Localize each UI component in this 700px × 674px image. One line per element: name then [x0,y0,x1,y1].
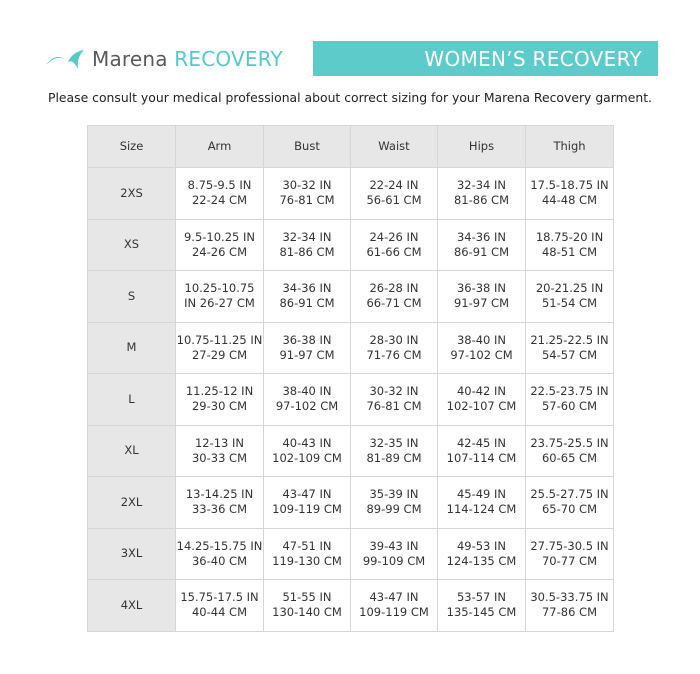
measurement-primary: 47-51 IN [282,538,332,553]
measurement-cell-thigh [526,374,614,426]
measurement-cell-hips [438,271,526,323]
measurement-secondary: 102-109 CM [272,450,342,465]
header-hips: Hips [438,126,526,168]
table-row [88,374,614,426]
measurement-primary: 32-35 IN [369,435,419,450]
measurement-cell-arm [176,477,264,529]
measurement-cell-arm [176,374,264,426]
measurement-primary: 23.75-25.5 IN [530,435,609,450]
category-banner [313,41,658,76]
measurement-primary: 36-38 IN [456,281,507,296]
table-row [88,528,614,580]
measurement-primary: 49-53 IN [456,538,507,553]
table-row [88,271,614,323]
measurement-cell-hips [438,219,526,271]
measurement-primary: 24-26 IN [369,229,419,244]
measurement-primary: 32-34 IN [456,178,507,193]
measurement-secondary: 124-135 CM [446,553,517,568]
table-row [88,168,614,220]
measurement-secondary: 86-91 CM [453,244,510,259]
measurement-primary: 51-55 IN [282,590,332,605]
size-chart-table [87,125,614,632]
measurement-cell-thigh [526,528,614,580]
measurement-cell-bust [264,580,351,632]
measurement-cell-hips [438,168,526,220]
measurement-cell-waist [351,528,438,580]
size-label: XS [88,219,176,271]
measurement-cell-thigh [526,425,614,477]
measurement-primary: 30-32 IN [282,178,332,193]
measurement-secondary: 109-119 CM [359,605,429,620]
header-arm: Arm [176,126,264,168]
measurement-cell-waist [351,580,438,632]
measurement-secondary: 40-44 CM [191,605,248,620]
measurement-primary: 28-30 IN [369,332,419,347]
measurement-primary: 45-49 IN [456,487,507,502]
measurement-secondary: 89-99 CM [366,502,422,517]
table-row [88,477,614,529]
measurement-secondary: 22-24 CM [191,193,248,208]
measurement-secondary: 130-140 CM [272,605,342,620]
measurement-cell-thigh [526,271,614,323]
measurement-cell-arm [176,322,264,374]
measurement-cell-bust [264,425,351,477]
table-row [88,322,614,374]
measurement-cell-bust [264,168,351,220]
measurement-secondary: 81-86 CM [279,244,335,259]
measurement-secondary: 86-91 CM [279,296,335,311]
measurement-cell-thigh [526,322,614,374]
measurement-primary: 38-40 IN [282,384,332,399]
measurement-secondary: 135-145 CM [446,605,517,620]
measurement-secondary: 29-30 CM [191,399,248,414]
measurement-primary: 42-45 IN [456,435,507,450]
measurement-secondary: 60-65 CM [541,450,598,465]
measurement-secondary: 65-70 CM [541,502,598,517]
size-label: 2XS [88,168,176,220]
measurement-secondary: 76-81 CM [366,399,422,414]
measurement-primary: 39-43 IN [369,538,419,553]
measurement-secondary: 81-89 CM [366,450,422,465]
measurement-cell-bust [264,271,351,323]
measurement-cell-waist [351,219,438,271]
measurement-cell-thigh [526,219,614,271]
brand-logo [44,44,283,74]
measurement-primary: 15.75-17.5 IN [180,590,259,605]
measurement-primary: 8.75-9.5 IN [187,178,252,193]
measurement-primary: 13-14.25 IN [185,487,254,502]
measurement-secondary: 56-61 CM [366,193,422,208]
measurement-secondary: 24-26 CM [191,244,248,259]
measurement-cell-arm [176,425,264,477]
measurement-secondary: 66-71 CM [366,296,422,311]
measurement-cell-arm [176,168,264,220]
measurement-primary: 43-47 IN [282,487,332,502]
measurement-cell-waist [351,271,438,323]
measurement-primary: 35-39 IN [369,487,419,502]
measurement-secondary: 71-76 CM [366,347,422,362]
measurement-primary: 30.5-33.75 IN [530,590,609,605]
measurement-secondary: 48-51 CM [541,244,598,259]
measurement-cell-bust [264,477,351,529]
measurement-cell-hips [438,580,526,632]
measurement-primary: 34-36 IN [456,229,507,244]
measurement-cell-arm [176,528,264,580]
measurement-secondary: 114-124 CM [446,502,517,517]
measurement-secondary: 107-114 CM [446,450,517,465]
measurement-primary: 53-57 IN [456,590,507,605]
brand-name: Marena [92,47,168,71]
size-label: 3XL [88,528,176,580]
marena-wave-icon [44,45,86,73]
header-size: Size [88,126,176,168]
measurement-secondary: 61-66 CM [366,244,422,259]
measurement-primary: 32-34 IN [282,229,332,244]
size-label: 4XL [88,580,176,632]
measurement-primary: 21.25-22.5 IN [530,332,609,347]
size-label: 2XL [88,477,176,529]
measurement-secondary: 76-81 CM [279,193,335,208]
table-row [88,219,614,271]
measurement-primary: 36-38 IN [282,332,332,347]
measurement-primary: 40-42 IN [456,384,507,399]
measurement-secondary: 36-40 CM [191,553,248,568]
measurement-secondary: 99-109 CM [362,553,426,568]
measurement-secondary: 51-54 CM [541,296,598,311]
measurement-cell-hips [438,425,526,477]
measurement-cell-arm [176,580,264,632]
measurement-primary: 20-21.25 IN [535,281,604,296]
measurement-secondary: 102-107 CM [446,399,517,414]
measurement-cell-arm [176,271,264,323]
measurement-cell-arm [176,219,264,271]
measurement-cell-hips [438,374,526,426]
measurement-secondary: 81-86 CM [453,193,510,208]
measurement-secondary: 77-86 CM [541,605,598,620]
measurement-primary: 14.25-15.75 IN [176,538,263,553]
measurement-secondary: 30-33 CM [191,450,248,465]
table-row [88,580,614,632]
table-row [88,425,614,477]
measurement-secondary: 70-77 CM [541,553,598,568]
size-label: M [88,322,176,374]
measurement-secondary: 97-102 CM [275,399,339,414]
measurement-cell-hips [438,322,526,374]
measurement-primary: 38-40 IN [456,332,507,347]
measurement-secondary: 44-48 CM [541,193,598,208]
measurement-secondary: 119-130 CM [272,553,342,568]
size-label: XL [88,425,176,477]
measurement-primary: 40-43 IN [282,435,332,450]
measurement-secondary: 97-102 CM [450,347,513,362]
brand-wordmark [92,47,283,71]
header-bust: Bust [264,126,351,168]
measurement-primary: 34-36 IN [282,281,332,296]
brand-accent: RECOVERY [174,47,283,71]
measurement-secondary: 33-36 CM [191,502,248,517]
measurement-primary: 27.75-30.5 IN [530,538,609,553]
measurement-primary: 25.5-27.75 IN [530,487,609,502]
size-label: S [88,271,176,323]
measurement-cell-bust [264,374,351,426]
sizing-note: Please consult your medical professional about correct sizing for your Marena Recovery garment. [47,90,652,105]
measurement-cell-hips [438,528,526,580]
measurement-cell-thigh [526,168,614,220]
measurement-cell-waist [351,374,438,426]
measurement-secondary: 91-97 CM [279,347,335,362]
measurement-primary: 12-13 IN [194,435,245,450]
measurement-cell-bust [264,528,351,580]
measurement-primary: 22-24 IN [369,178,419,193]
measurement-cell-waist [351,477,438,529]
measurement-secondary: 91-97 CM [453,296,510,311]
measurement-cell-bust [264,219,351,271]
measurement-cell-waist [351,425,438,477]
table-body [88,168,614,632]
measurement-cell-hips [438,477,526,529]
measurement-primary: 10.25-10.75 [184,281,255,296]
measurement-primary: 9.5-10.25 IN [183,229,255,244]
measurement-secondary: 109-119 CM [272,502,342,517]
table-header-row [88,126,614,168]
measurement-primary: 26-28 IN [369,281,419,296]
measurement-primary: 30-32 IN [369,384,419,399]
measurement-primary: 17.5-18.75 IN [530,178,609,193]
measurement-cell-thigh [526,580,614,632]
measurement-primary: 10.75-11.25 IN [176,332,263,347]
measurement-primary: 11.25-12 IN [185,384,254,399]
measurement-cell-thigh [526,477,614,529]
header-thigh: Thigh [526,126,614,168]
measurement-primary: 43-47 IN [369,590,419,605]
measurement-primary: 22.5-23.75 IN [530,384,609,399]
measurement-secondary: IN 26-27 CM [184,296,255,311]
measurement-secondary: 57-60 CM [541,399,598,414]
measurement-primary: 18.75-20 IN [535,229,604,244]
measurement-secondary: 27-29 CM [191,347,248,362]
measurement-cell-waist [351,322,438,374]
banner-title: WOMEN’S RECOVERY [424,46,642,71]
measurement-cell-waist [351,168,438,220]
size-label: L [88,374,176,426]
measurement-secondary: 54-57 CM [541,347,598,362]
header-waist: Waist [351,126,438,168]
measurement-cell-bust [264,322,351,374]
